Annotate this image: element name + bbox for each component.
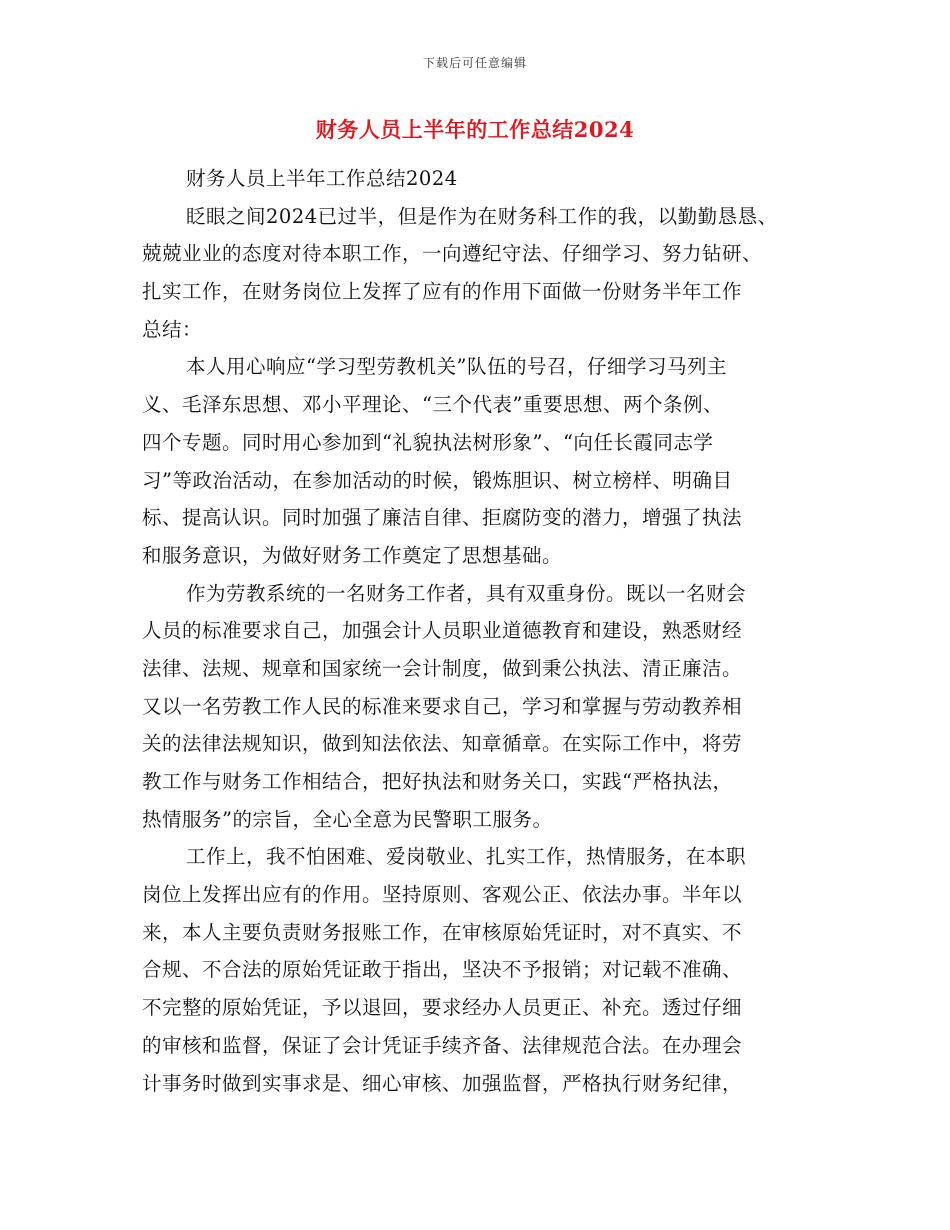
text-line: 工作上，我不怕困难、爱岗敬业、扎实工作，热情服务，在本职 [186,845,747,869]
text-line: 作为劳教系统的一名财务工作者，具有双重身份。既以一名财会 [186,581,747,605]
text-line: 计事务时做到实事求是、细心审核、加强监督，严格执行财务纪律， [142,1071,743,1095]
text-line: 合规、不合法的原始凭证敢于指出，坚决不予报销；对记载不准确、 [142,958,743,982]
text-line: 的审核和监督，保证了会计凭证手续齐备、法律规范合法。在办理会 [142,1033,743,1057]
text-line: 不完整的原始凭证，予以退回，要求经办人员更正、补充。透过仔细 [142,996,743,1020]
text-line: 来，本人主要负责财务报账工作，在审核原始凭证时，对不真实、不 [142,920,743,944]
text-line: 财务人员上半年工作总结2024 [186,167,458,190]
text-line: 又以一名劳教工作人民的标准来要求自己，学习和掌握与劳动教养相 [142,694,743,718]
text-line: 习”等政治活动，在参加活动的时候，锻炼胆识、树立榜样、明确目 [142,468,733,492]
text-line: 总结： [142,317,203,341]
text-line: 教工作与财务工作相结合，把好执法和财务关口，实践“严格执法， [142,770,733,793]
text-line: 岗位上发挥出应有的作用。坚持原则、客观公正、依法办事。半年以 [142,883,743,907]
document-title: 财务人员上半年的工作总结2024 [315,117,635,142]
text-line: 关的法律法规知识，做到知法依法、知章循章。在实际工作中，将劳 [142,732,743,756]
text-line: 和服务意识，为做好财务工作奠定了思想基础。 [142,543,563,567]
text-line: 本人用心响应“学习型劳教机关”队伍的号召，仔细学习马列主 [186,355,727,379]
header-note: 下载后可任意编辑 [422,56,527,70]
text-line: 标、提高认识。同时加强了廉洁自律、拒腐防变的潜力，增强了执法 [142,506,743,530]
text-line: 热情服务”的宗旨，全心全意为民警职工服务。 [142,807,553,831]
document-body [142,160,804,1102]
text-line: 扎实工作，在财务岗位上发挥了应有的作用下面做一份财务半年工作 [142,280,743,304]
text-line: 法律、法规、规章和国家统一会计制度，做到秉公执法、清正廉洁。 [142,656,743,680]
text-line: 人员的标准要求自己，加强会计人员职业道德教育和建设，熟悉财经 [142,619,743,643]
text-line: 义、毛泽东思想、邓小平理论、“三个代表”重要思想、两个条例、 [142,393,723,417]
text-line: 眨眼之间2024已过半，但是作为在财务科工作的我，以勤勤恳恳、 [186,204,778,228]
text-line: 四个专题。同时用心参加到“礼貌执法树形象”、“向任长霞同志学 [142,430,714,454]
text-line: 兢兢业业的态度对待本职工作，一向遵纪守法、仔细学习、努力钻研、 [142,242,763,266]
